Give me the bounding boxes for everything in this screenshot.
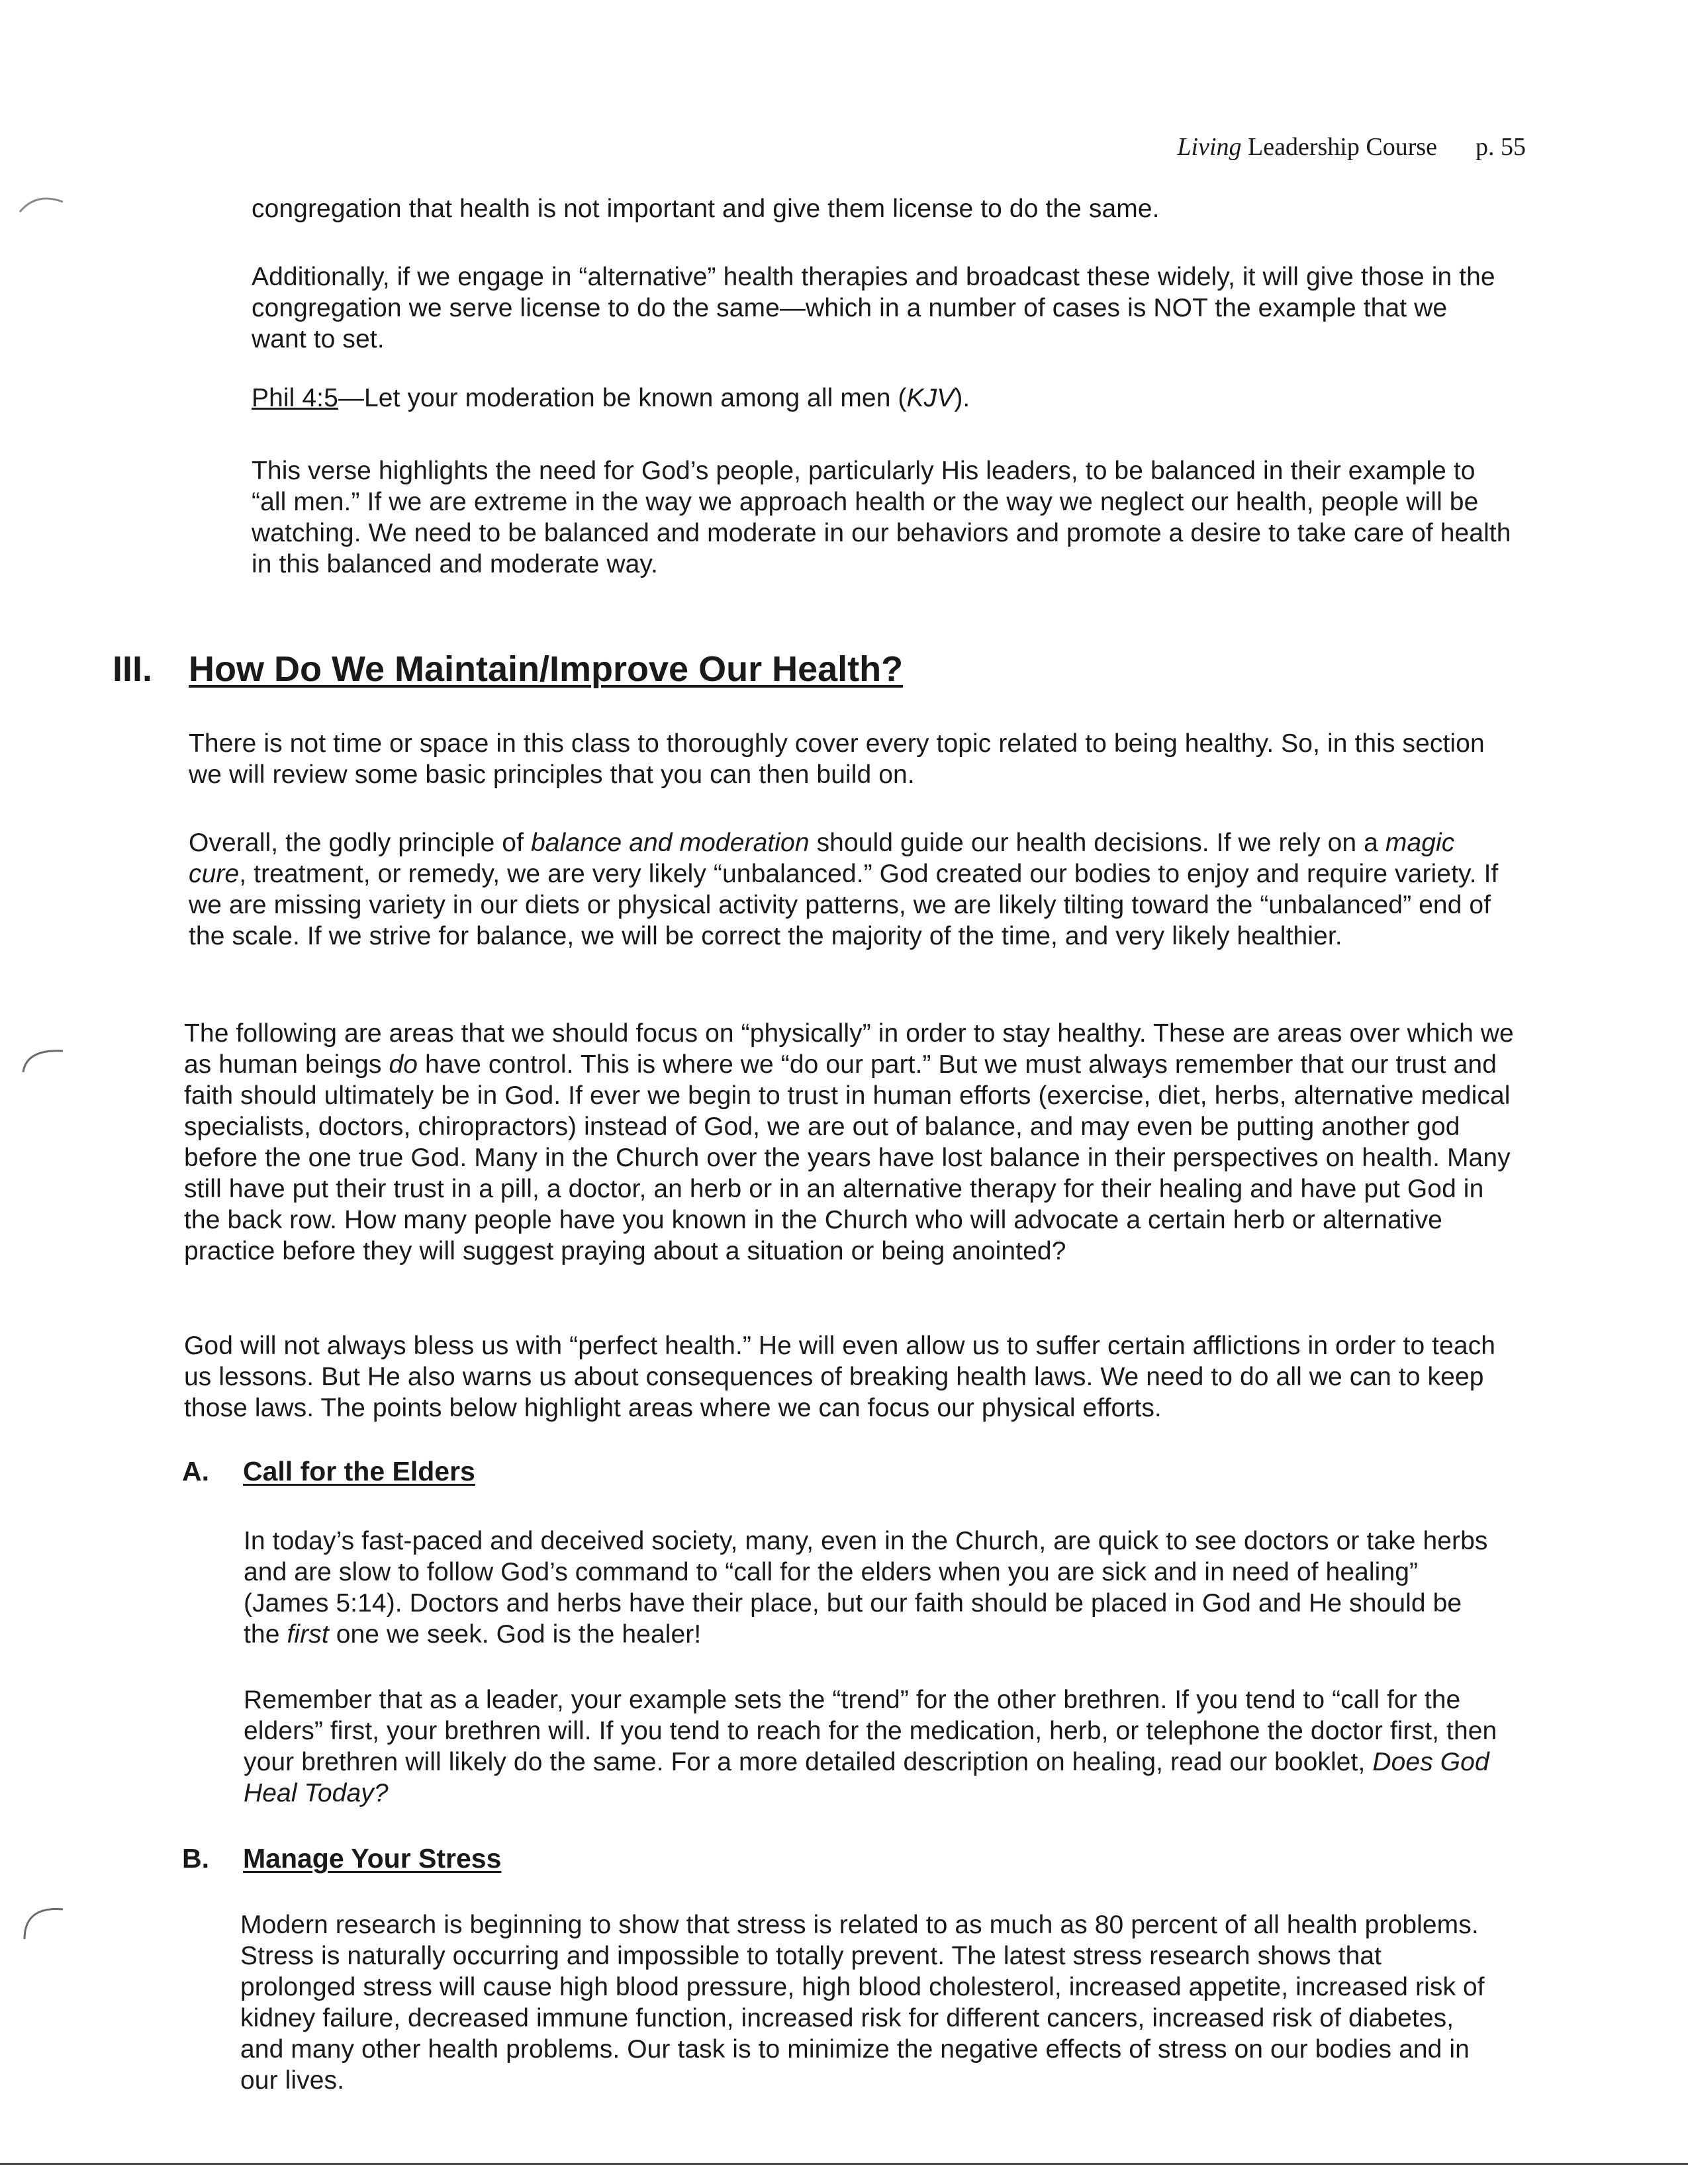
course-name-rest: Leadership Course [1241, 133, 1437, 161]
section-heading [113, 649, 903, 690]
text-run: In today’s fast-paced and deceived society, many, even in the Church, are quick to see doctors or take herbs and are slow to follow God’s command to “call for the elders when you are sick and in need of healing” (James 5:14). Doctors and herbs have their place, but our faith should be placed in God and He should be the [244, 1527, 1488, 1649]
bottom-scan-edge [0, 2163, 1688, 2165]
intro-paragraph-1: congregation that health is not important and give them license to do the same. [252, 195, 1160, 223]
section-title: How Do We Maintain/Improve Our Health? [189, 649, 904, 689]
text-run: Overall, the godly principle of [189, 829, 531, 857]
subsection-b-heading [182, 1843, 501, 1874]
binder-hole-mark-middle [17, 1032, 70, 1085]
verse-close: ). [954, 384, 970, 412]
booklet-title: Does God Heal Today? [244, 1748, 1489, 1807]
emphasis-balance: balance and moderation [530, 829, 810, 857]
page-number: p. 55 [1476, 133, 1526, 161]
section-paragraph-1: There is not time or space in this class to thoroughly cover every topic related to being healthy. So, in this section we will review some basic principles that you can then build on. [189, 729, 1485, 789]
subsection-b-letter: B. [182, 1843, 209, 1874]
subsection-a-letter: A. [182, 1456, 209, 1486]
verse-text: —Let your moderation be known among all men ( [338, 384, 907, 412]
subsection-a-heading [182, 1456, 475, 1487]
intro-paragraph-3: This verse highlights the need for God’s people, particularly His leaders, to be balanced in their example to “all men.” If we are extreme in the way we approach health or the way we neglect our health, people will be watching. We need to be balanced and moderate in our behaviors and promote a desire to take care of health in this balanced and moderate way. [252, 457, 1511, 578]
course-name-italic: Living [1177, 133, 1242, 161]
subsection-a-title: Call for the Elders [243, 1456, 475, 1486]
text-run: The following are areas that we should focus on “physically” in order to stay healthy. These are areas over which we as human beings [184, 1019, 1514, 1079]
intro-paragraph-2: Additionally, if we engage in “alternative” health therapies and broadcast these widely, it will give those in the congregation we serve license to do the same—which in a number of cases is NOT the example that we want to set. [252, 263, 1495, 353]
emphasis-do: do [389, 1050, 418, 1079]
text-run: , treatment, or remedy, we are very likely “unbalanced.” God created our bodies to enjoy and require variety. If we are missing variety in our diets or physical activity patterns, we are likely tilting toward the “unbalanced” end of the scale. If we strive for balance, we will be correct the majority of the time, and very likely healthier. [189, 860, 1499, 950]
subsection-a-paragraph-1 [244, 1525, 1501, 1650]
subsection-b-paragraph-1: Modern research is beginning to show that stress is related to as much as 80 percent of all health problems. Stress is naturally occurring and impossible to totally prevent. The latest stress research shows that prolonged stress will cause high blood pressure, high blood cholesterol, increased appetite, increased risk of kidney failure, decreased immune function, increased risk for different cancers, increased risk of diabetes, and many other health problems. Our task is to minimize the negative effects of stress on our bodies and in our lives. [240, 1911, 1485, 2095]
emphasis-first: first [287, 1620, 329, 1649]
running-header [1177, 132, 1526, 161]
binder-hole-mark-top [17, 185, 70, 225]
section-paragraph-4: God will not always bless us with “perfect health.” He will even allow us to suffer certain afflictions in order to teach us lessons. But He also warns us about consequences of breaking health laws. We need to do all we can to keep those laws. The points below highlight areas where we can focus our physical efforts. [184, 1332, 1496, 1422]
binder-hole-mark-bottom [17, 1893, 70, 1946]
section-paragraph-2 [189, 827, 1506, 952]
text-run: Remember that as a leader, your example sets the “trend” for the other brethren. If you tend to “call for the elders” first, your brethren will. If you tend to reach for the medication, herb, or telephone the doctor first, then your brethren will likely do the same. For a more detailed description on healing, read our booklet, [244, 1686, 1497, 1776]
text-run: one we seek. God is the healer! [328, 1620, 702, 1649]
text-run: should guide our health decisions. If we rely on a [809, 829, 1385, 857]
verse-version: KJV [906, 384, 955, 412]
verse-reference: Phil 4:5 [252, 384, 338, 412]
emphasis-magic-cure: magic cure [189, 829, 1455, 888]
verse-line [252, 383, 1509, 414]
text-run: have control. This is where we “do our part.” But we must always remember that our trust and faith should ultimately be in God. If ever we begin to trust in human efforts (exercise, diet, herbs, alternative medical specialists, doctors, chiropractors) instead of God, we are out of balance, and may even be putting another god before the one true God. Many in the Church over the years have lost balance in their perspectives on health. Many still have put their trust in a pill, a doctor, an herb or in an alternative therapy for their healing and have put God in the back row. How many people have you known in the Church who will advocate a certain herb or alternative practice before they will suggest praying about a situation or being anointed? [184, 1050, 1511, 1265]
section-paragraph-3 [184, 1018, 1515, 1267]
subsection-a-paragraph-2 [244, 1684, 1501, 1809]
subsection-b-title: Manage Your Stress [243, 1843, 502, 1874]
section-number: III. [113, 649, 153, 689]
